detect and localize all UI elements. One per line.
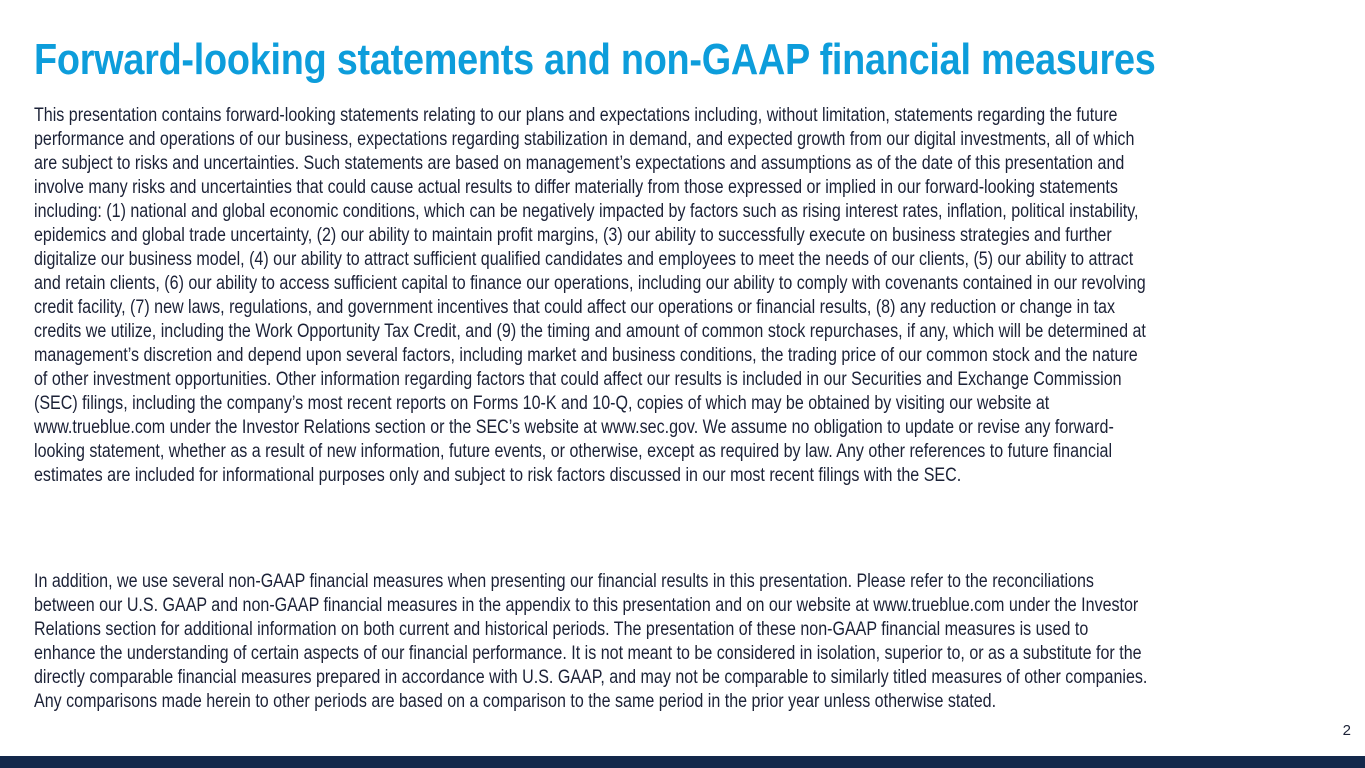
slide-title: Forward-looking statements and non-GAAP financial measures [34, 35, 1156, 84]
text-line: digitalize our business model, (4) our ability to attract sufficient qualified candidates and employees to meet the needs of our clients, (5) our ability to attract [34, 249, 1134, 270]
text-line: Any comparisons made herein to other periods are based on a comparison to the same period in the prior year unless otherwise stated. [34, 691, 997, 712]
footer-bar [0, 756, 1365, 768]
text-line: between our U.S. GAAP and non-GAAP financial measures in the appendix to this presentation and on our website at www.trueblue.com under the Investor [34, 595, 1139, 616]
text-line: directly comparable financial measures prepared in accordance with U.S. GAAP, and may not be comparable to similarly titled measures of other companies. [34, 667, 1148, 688]
text-line: estimates are included for informational purposes only and subject to risk factors discussed in our most recent filings with the SEC. [34, 465, 962, 486]
text-line: enhance the understanding of certain aspects of our financial performance. It is not meant to be considered in isolation, superior to, or as a substitute for the [34, 643, 1142, 664]
text-line: (SEC) filings, including the company’s most recent reports on Forms 10-K and 10-Q, copies of which may be obtained by visiting our website at [34, 393, 1050, 414]
text-line: and retain clients, (6) our ability to access sufficient capital to finance our operations, including our ability to comply with covenants contained in our revolving [34, 273, 1146, 294]
text-line: are subject to risks and uncertainties. Such statements are based on management’s expectations and assumptions as of the date of this presentation and [34, 153, 1125, 174]
text-line: performance and operations of our business, expectations regarding stabilization in demand, and expected growth from our digital investments, all of which [34, 129, 1135, 150]
text-line: This presentation contains forward-looking statements relating to our plans and expectations including, without limitation, statements regarding the future [34, 105, 1118, 126]
text-line: involve many risks and uncertainties that could cause actual results to differ materially from those expressed or implied in our forward-looking statements [34, 177, 1118, 198]
forward-looking-statements-paragraph [34, 104, 1350, 488]
page-number: 2 [1342, 722, 1351, 739]
text-line: including: (1) national and global economic conditions, which can be negatively impacted by factors such as rising interest rates, inflation, political instability, [34, 201, 1139, 222]
text-line: credits we utilize, including the Work Opportunity Tax Credit, and (9) the timing and amount of common stock repurchases, if any, which will be determined at [34, 321, 1146, 342]
text-line: credit facility, (7) new laws, regulations, and government incentives that could affect our operations or financial results, (8) any reduction or change in tax [34, 297, 1116, 318]
text-line: In addition, we use several non-GAAP financial measures when presenting our financial results in this presentation. Please refer to the reconciliations [34, 571, 1094, 592]
text-line: Relations section for additional information on both current and historical periods. The presentation of these non-GAAP financial measures is used to [34, 619, 1089, 640]
text-line: management’s discretion and depend upon several factors, including market and business conditions, the trading price of our common stock and the nature [34, 345, 1138, 366]
text-line: of other investment opportunities. Other information regarding factors that could affect our results is included in our Securities and Exchange Commission [34, 369, 1122, 390]
text-line: www.trueblue.com under the Investor Relations section or the SEC’s website at www.sec.gov. We assume no obligation to update or revise any forward- [34, 417, 1114, 438]
non-gaap-paragraph [34, 570, 1352, 714]
text-line: epidemics and global trade uncertainty, (2) our ability to maintain profit margins, (3) our ability to successfully execute on business strategies and further [34, 225, 1112, 246]
text-line: looking statement, whether as a result of new information, future events, or otherwise, except as required by law. Any other references to future financial [34, 441, 1113, 462]
